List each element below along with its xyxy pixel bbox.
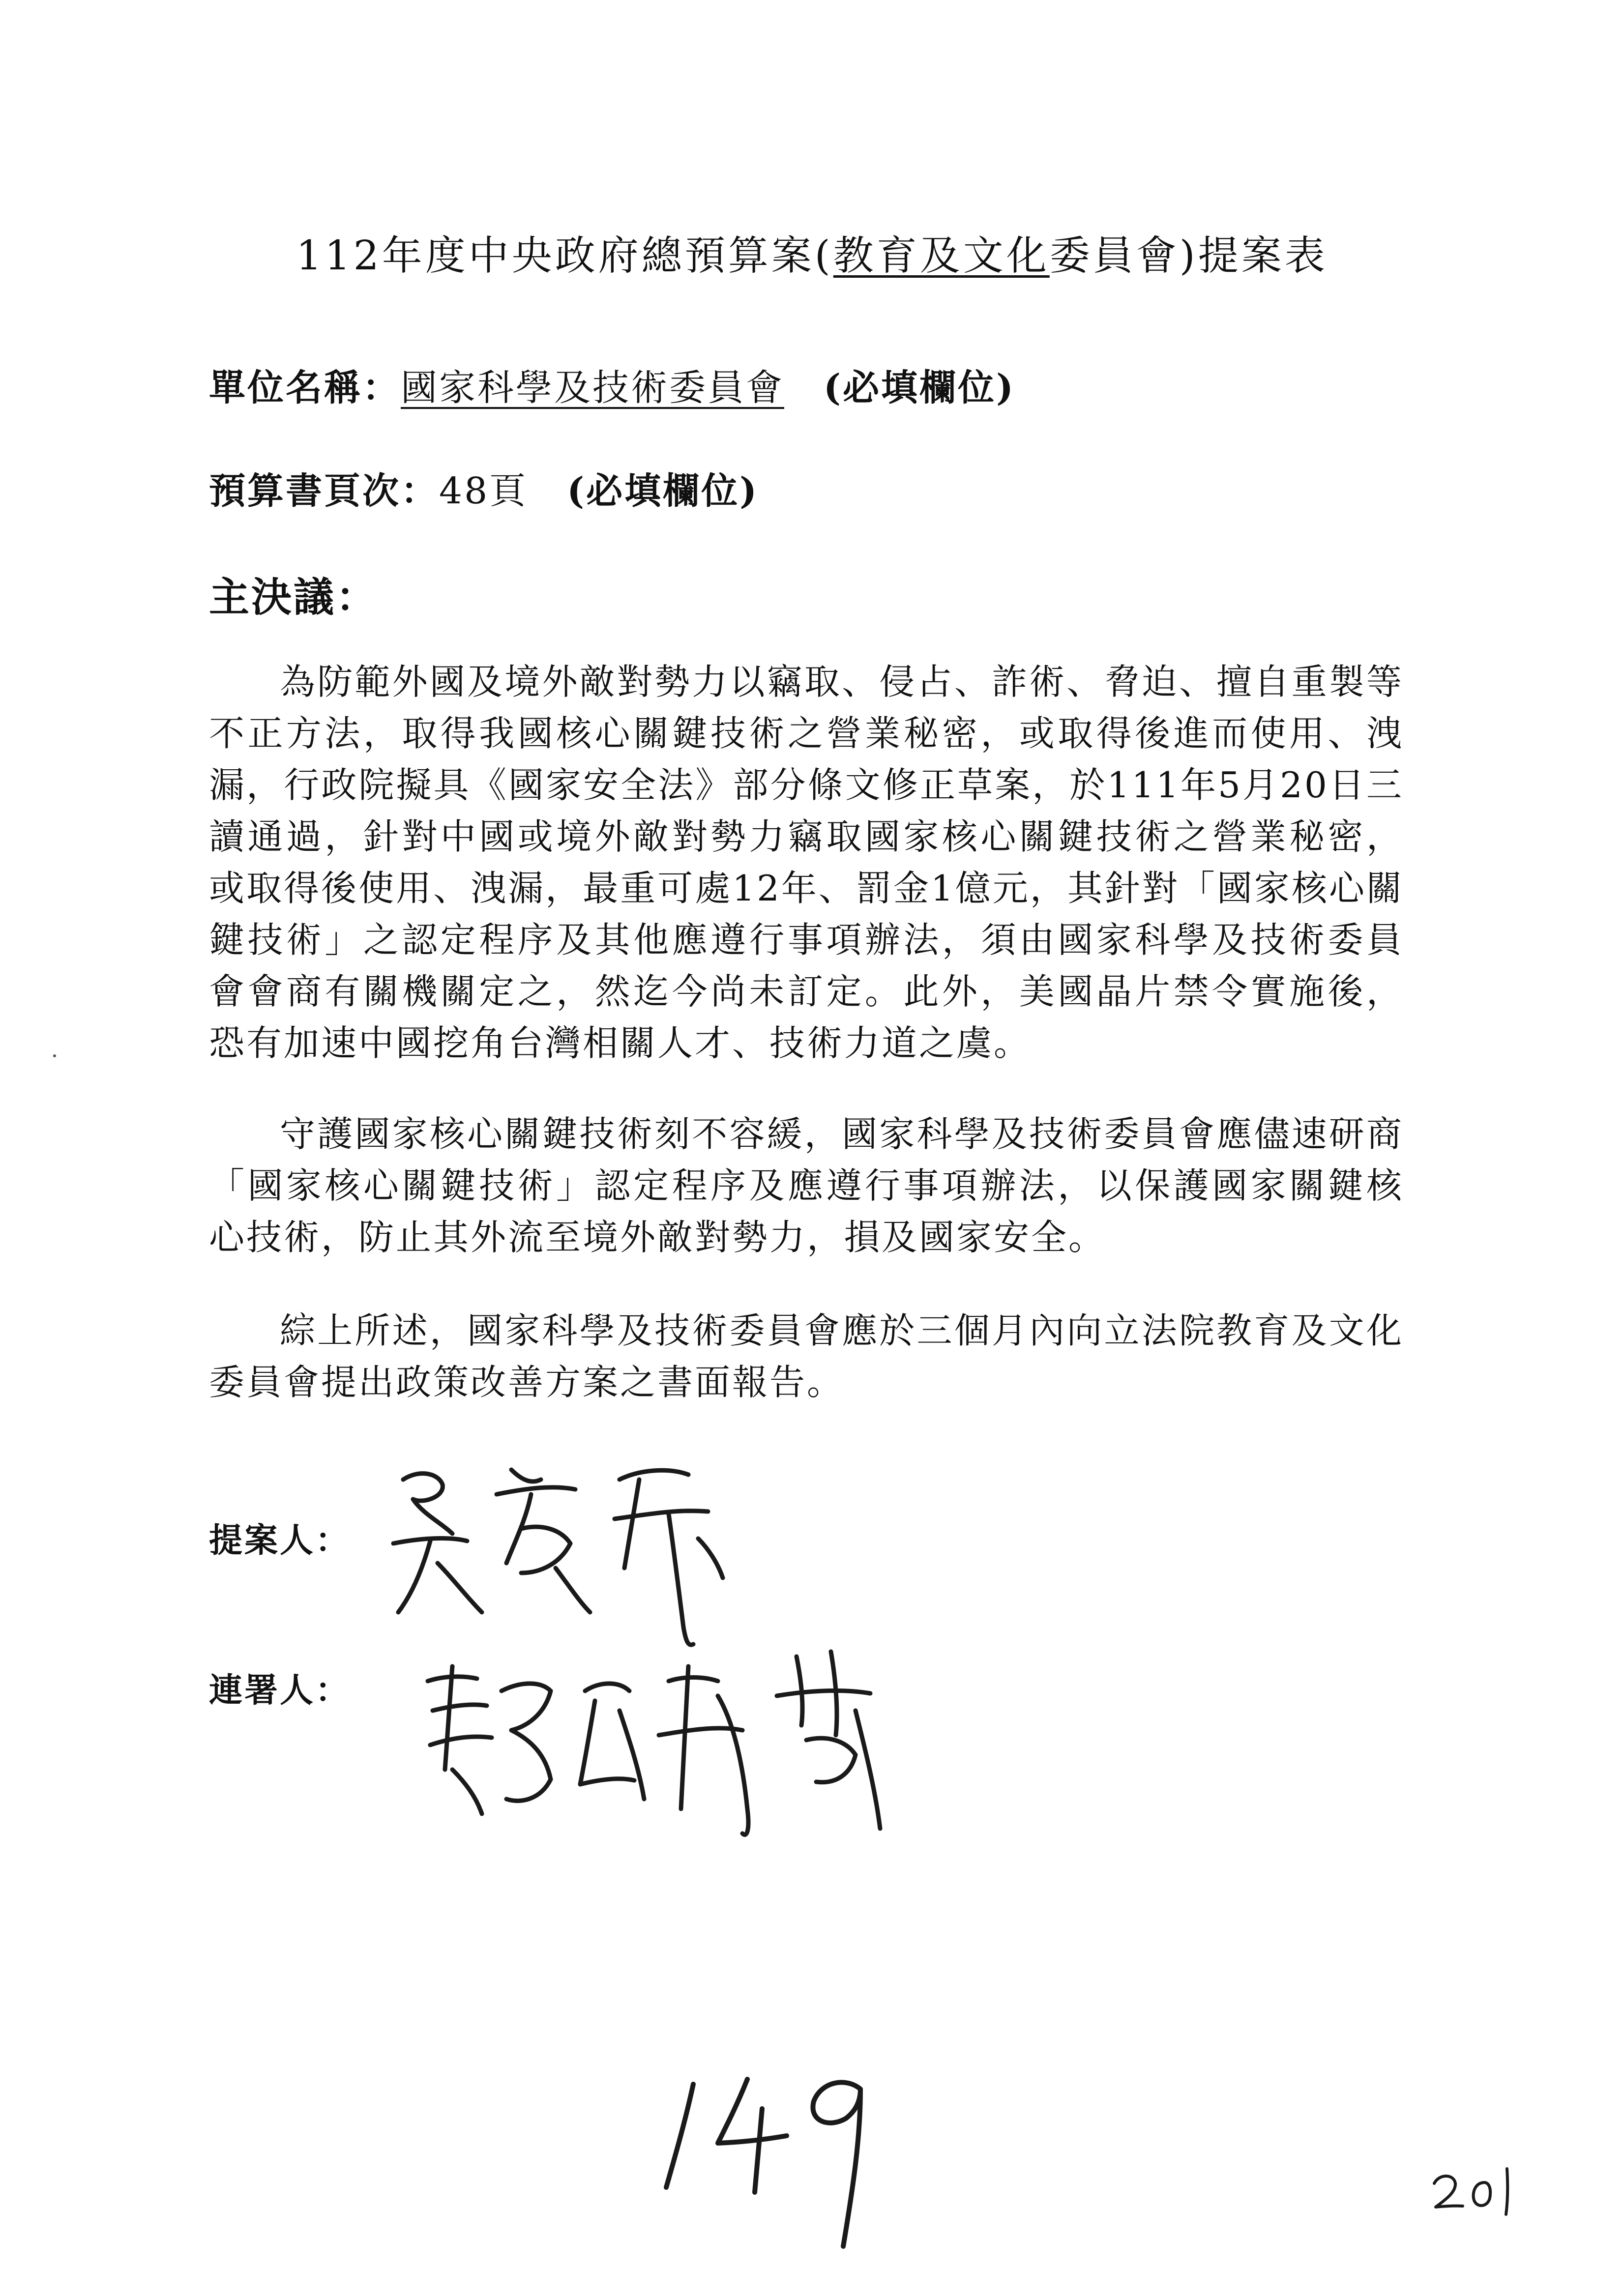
resolution-paragraph: 為防範外國及境外敵對勢力以竊取、侵占、詐術、脅迫、擅自重製等不正方法，取得我國核心關鍵技術之營業秘密，或取得後進而使用、洩漏，行政院擬具《國家安全法》部分條文修正草案，於111年5月20日三讀通過，針對中國或境外敵對勢力竊取國家核心關鍵技術之營業秘密，或取得後使用、洩漏，最重可處12年、罰金1億元，其針對「國家核心關鍵技術」之認定程序及其他應遵行事項辦法，須由國家科學及技術委員會會商有關機關定之，然迄今尚未訂定。此外，美國晶片禁令實施後，恐有加速中國挖角台灣相關人才、技術力道之虞。 xyxy=(209,661,1404,1064)
proposer-signature xyxy=(384,1450,777,1657)
budget-page-row xyxy=(209,462,759,514)
title-committee-underlined: 教育及文化 xyxy=(833,233,1050,279)
proposer-label: 提案人： xyxy=(209,1521,351,1560)
document-title xyxy=(0,224,1624,281)
title-prefix: 112年度中央政府總預算案( xyxy=(296,233,833,279)
budget-page-required-note: (必填欄位) xyxy=(567,470,759,512)
handwritten-corner-number xyxy=(1428,2163,1522,2217)
main-resolution-heading: 主決議： xyxy=(209,574,379,621)
scan-speck xyxy=(53,1054,56,1057)
resolution-paragraph: 綜上所述，國家科學及技術委員會應於三個月內向立法院教育及文化委員會提出政策改善方案之書面報告。 xyxy=(209,1310,1404,1403)
handwritten-page-number xyxy=(654,2050,890,2256)
unit-name-label: 單位名稱： xyxy=(209,367,401,409)
budget-page-label: 預算書頁次： xyxy=(209,470,439,512)
budget-page-value: 48頁 xyxy=(439,470,528,512)
title-suffix: 委員會)提案表 xyxy=(1049,233,1328,279)
unit-name-value: 國家科學及技術委員會 xyxy=(401,367,784,409)
unit-required-note: (必填欄位) xyxy=(824,367,1016,409)
cosigner-label: 連署人： xyxy=(209,1671,351,1710)
unit-name-row xyxy=(209,359,1015,411)
cosigner-signature xyxy=(423,1652,954,1858)
resolution-paragraph: 守護國家核心關鍵技術刻不容緩，國家科學及技術委員會應儘速研商「國家核心關鍵技術」認定程序及應遵行事項辦法，以保護國家關鍵核心技術，防止其外流至境外敵對勢力，損及國家安全。 xyxy=(209,1113,1404,1258)
